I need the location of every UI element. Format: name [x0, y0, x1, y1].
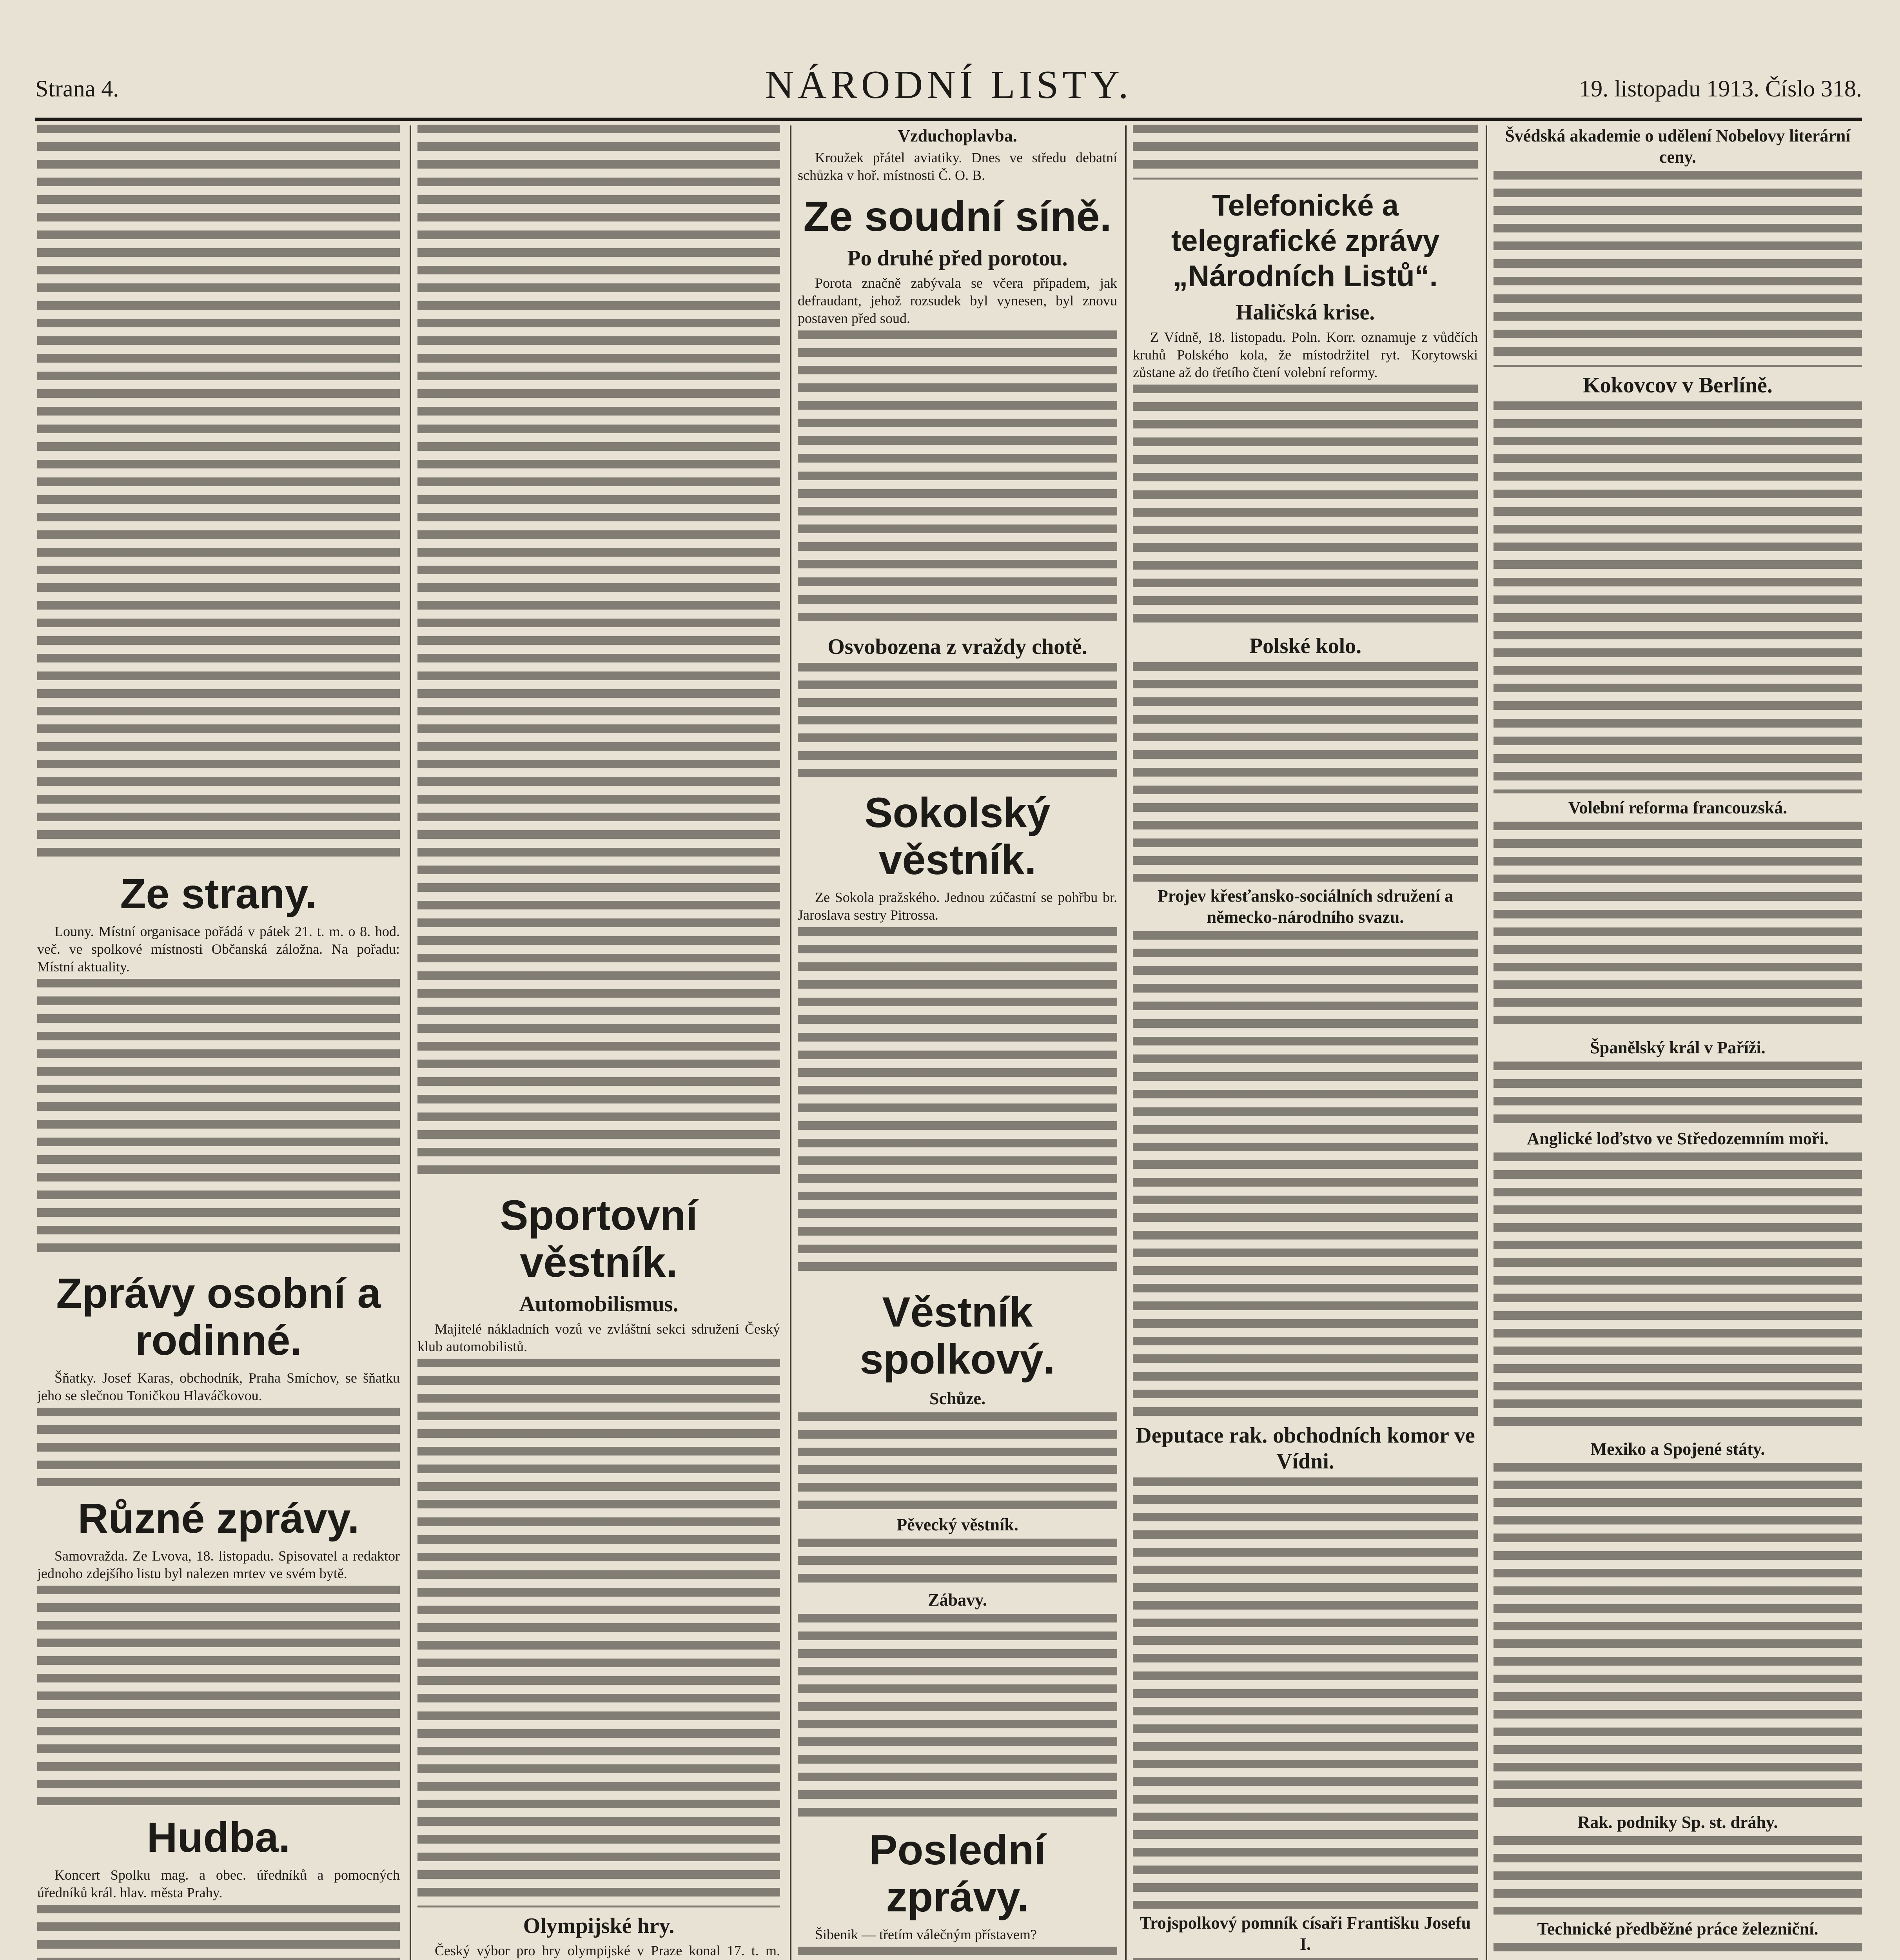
- section-heading: Hudba.: [147, 1813, 290, 1861]
- subheading: Švédská akademie o udělení Nobelovy literární ceny.: [1505, 126, 1851, 167]
- text-block: [798, 1539, 1117, 1586]
- text-block: [417, 1359, 780, 1907]
- section-heading: Ze strany.: [120, 870, 317, 917]
- subheading: Mexiko a Spojené státy.: [1590, 1439, 1765, 1459]
- column-2: [417, 122, 780, 1960]
- subheading: Anglické loďstvo ve Středozemním moři.: [1527, 1129, 1829, 1148]
- column-5: [1494, 122, 1862, 1960]
- date-issue: 19. listopadu 1913. Číslo 318.: [1579, 76, 1862, 102]
- subheading: Zábavy.: [928, 1590, 987, 1610]
- column-4: [1133, 122, 1478, 1960]
- text-block: [37, 979, 400, 1261]
- subheading: Schůze.: [929, 1389, 985, 1408]
- article-paragraph: Louny. Místní organisace pořádá v pátek 21. t. m. o 8. hod. več. ve spolkové místnosti Občanská záložna. Na pořadu: Místní aktuality.: [37, 924, 400, 975]
- column-rule: [410, 125, 411, 1960]
- text-block: [1494, 1463, 1862, 1808]
- column-rule: [1125, 125, 1127, 1960]
- text-block: [1494, 401, 1862, 793]
- text-block: [417, 125, 780, 1183]
- subheading: Po druhé před porotou.: [847, 246, 1068, 270]
- article-paragraph: Koncert Spolku mag. a obec. úředníků a pomocných úředníků král. hlav. města Prahy.: [37, 1867, 400, 1900]
- section-heading: Ze soudní síně.: [803, 192, 1112, 240]
- text-block: [1133, 385, 1478, 628]
- article-paragraph: Z Vídně, 18. listopadu. Poln. Korr. oznamuje z vůdčích kruhů Polského kola, že místodržitel ryt. Korytowski zůstane až do třetího čtení volební reformy.: [1133, 329, 1478, 380]
- section-heading: Různé zprávy.: [78, 1494, 359, 1542]
- section-heading: Telefonické a telegrafické zprávy „Národních Listů“.: [1171, 189, 1440, 293]
- article-paragraph: Šňatky. Josef Karas, obchodník, Praha Smíchov, se šňatku jeho se slečnou Toničkou Hlaváčkovou.: [37, 1370, 400, 1403]
- section-heading: Sokolský věstník.: [864, 789, 1051, 883]
- subheading: Trojspolkový pomník císaři Františku Josefu I.: [1140, 1913, 1471, 1954]
- text-block: [798, 663, 1117, 780]
- text-block: [37, 1905, 400, 1960]
- subheading: Španělský král v Paříži.: [1590, 1038, 1766, 1057]
- text-block: [37, 1586, 400, 1805]
- subheading: Automobilismus.: [519, 1292, 679, 1316]
- article-paragraph: Kroužek přátel aviatiky. Dnes ve středu debatní schůzka v hoř. místnosti Č. O. B.: [798, 150, 1117, 183]
- text-block: [798, 1412, 1117, 1510]
- text-block: [1494, 171, 1862, 367]
- article-paragraph: Majitelé nákladních vozů ve zvláštní sekci sdružení Český klub automobilistů.: [417, 1321, 780, 1354]
- subheading: Deputace rak. obchodních komor ve Vídni.: [1136, 1423, 1475, 1474]
- subheading: Kokovcov v Berlíně.: [1583, 373, 1773, 397]
- text-block: [798, 1947, 1117, 1960]
- subheading: Projev křesťansko-sociálních sdružení a německo-národního svazu.: [1157, 886, 1454, 927]
- text-block: [798, 330, 1117, 628]
- text-block: [1494, 1152, 1862, 1435]
- text-block: [1133, 125, 1478, 180]
- subheading: Volební reforma francouzská.: [1568, 798, 1787, 817]
- subheading: Pěvecký věstník.: [896, 1515, 1018, 1534]
- article-paragraph: Porota značně zabývala se včera případem, jak defraudant, jehož rozsudek byl vynesen, byl znovu postaven před soud.: [798, 275, 1117, 326]
- text-block: [1133, 1958, 1478, 1960]
- text-block: [1133, 931, 1478, 1417]
- article-paragraph: Ze Sokola pražského. Jednou zúčastní se pohřbu br. Jaroslava sestry Pitrossa.: [798, 889, 1117, 923]
- column-rule: [790, 125, 791, 1960]
- text-block: [37, 1408, 400, 1486]
- column-rule: [1486, 125, 1487, 1960]
- text-block: [1133, 662, 1478, 882]
- subheading: Rak. podniky Sp. st. dráhy.: [1577, 1813, 1778, 1832]
- text-block: [37, 125, 400, 862]
- text-block: [1494, 1943, 1862, 1960]
- subheading: Olympijské hry.: [523, 1914, 675, 1938]
- text-block: [1494, 822, 1862, 1033]
- text-block: [1494, 1062, 1862, 1124]
- masthead: [35, 59, 1862, 121]
- subheading: Polské kolo.: [1249, 634, 1362, 658]
- subheading: Haličská krise.: [1236, 300, 1375, 325]
- article-paragraph: Šibenik — třetím válečným přístavem?: [815, 1927, 1037, 1942]
- section-heading: Poslední zprávy.: [869, 1826, 1046, 1920]
- text-block: [798, 1614, 1117, 1818]
- column-1: [37, 122, 400, 1960]
- text-block: [1494, 1836, 1862, 1915]
- section-heading: Sportovní věstník.: [500, 1191, 698, 1286]
- article-paragraph: Samovražda. Ze Lvova, 18. listopadu. Spisovatel a redaktor jednoho zdejšího listu byl nalezen mrtev ve svém bytě.: [37, 1548, 400, 1581]
- section-heading: Věstník spolkový.: [860, 1288, 1055, 1383]
- newspaper-title: NÁRODNÍ LISTY.: [765, 63, 1132, 107]
- article-paragraph: Český výbor pro hry olympijské v Praze konal 17. t. m.: [435, 1943, 780, 1958]
- subheading: Osvobozena z vraždy chotě.: [828, 635, 1087, 659]
- column-3: [798, 122, 1117, 1960]
- section-heading: Zprávy osobní a rodinné.: [56, 1269, 381, 1364]
- page-label: Strana 4.: [35, 76, 119, 102]
- text-block: [1133, 1477, 1478, 1909]
- text-block: [798, 927, 1117, 1280]
- subheading: Technické předběžné práce železniční.: [1537, 1919, 1818, 1938]
- subheading: Vzduchoplavba.: [898, 126, 1017, 145]
